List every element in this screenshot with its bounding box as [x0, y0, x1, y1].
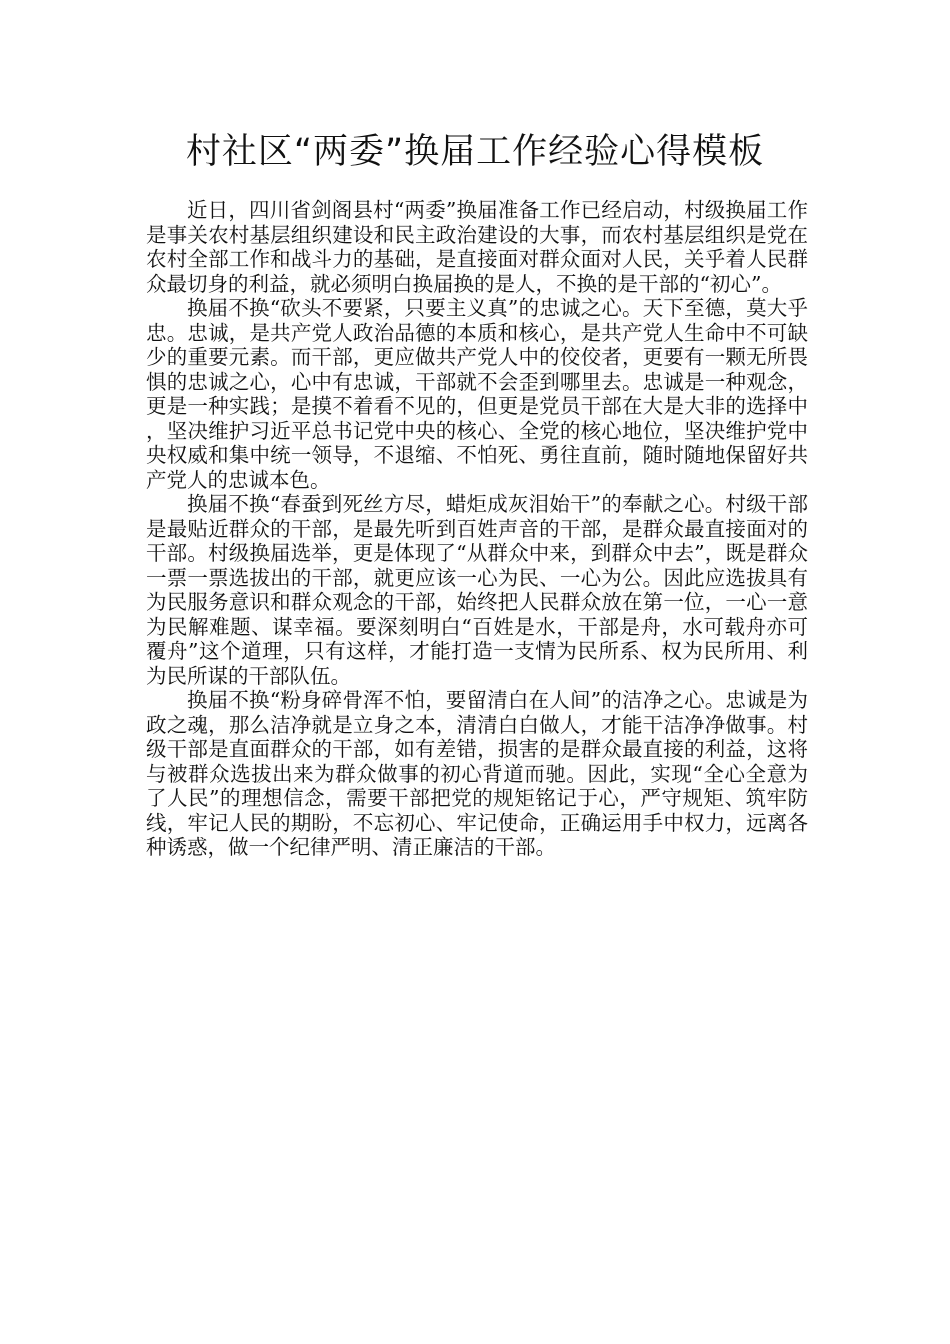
- paragraph-dedication: 换届不换“春蚕到死丝方尽，蜡炬成灰泪始干”的奉献之心。村级干部是最贴近群众的干部，是最先听到百姓声音的干部，是群众最直接面对的干部。村级换届选举，更是体现了“从群众中来，到群众中去”，既是群众一票一票选拔出的干部，就更应该一心为民、一心为公。因此应选拔具有为民服务意识和群众观念的干部，始终把人民群众放在第一位，一心一意为民解难题、谋幸福。要深刻明白“百姓是水，干部是舟，水可载舟亦可覆舟”这个道理，只有这样，才能打造一支情为民所系、权为民所用、利为民所谋的干部队伍。: [146, 492, 808, 688]
- paragraph-intro: 近日，四川省剑阁县村“两委”换届准备工作已经启动，村级换届工作是事关农村基层组织建设和民主政治建设的大事，而农村基层组织是党在农村全部工作和战斗力的基础，是直接面对群众面对人民，关乎着人民群众最切身的利益，就必须明白换届换的是人，不换的是干部的“初心”。: [146, 198, 808, 296]
- document-body: [146, 198, 808, 860]
- document-title: 村社区“两委”换届工作经验心得模板: [185, 132, 765, 172]
- paragraph-integrity: 换届不换“粉身碎骨浑不怕，要留清白在人间”的洁净之心。忠诚是为政之魂，那么洁净就是立身之本，清清白白做人，才能干洁净净做事。村级干部是直面群众的干部，如有差错，损害的是群众最直接的利益，这将与被群众选拔出来为群众做事的初心背道而驰。因此，实现“全心全意为了人民”的理想信念，需要干部把党的规矩铭记于心，严守规矩、筑牢防线，牢记人民的期盼，不忘初心、牢记使命，正确运用手中权力，远离各种诱惑，做一个纪律严明、清正廉洁的干部。: [146, 688, 808, 859]
- paragraph-loyalty: 换届不换“砍头不要紧，只要主义真”的忠诚之心。天下至德，莫大乎忠。忠诚，是共产党人政治品德的本质和核心，是共产党人生命中不可缺少的重要元素。而干部，更应做共产党人中的佼佼者，更要有一颗无所畏惧的忠诚之心，心中有忠诚，干部就不会歪到哪里去。忠诚是一种观念，更是一种实践；是摸不着看不见的，但更是党员干部在大是大非的选择中，坚决维护习近平总书记党中央的核心、全党的核心地位，坚决维护党中央权威和集中统一领导，不退缩、不怕死、勇往直前，随时随地保留好共产党人的忠诚本色。: [146, 296, 808, 492]
